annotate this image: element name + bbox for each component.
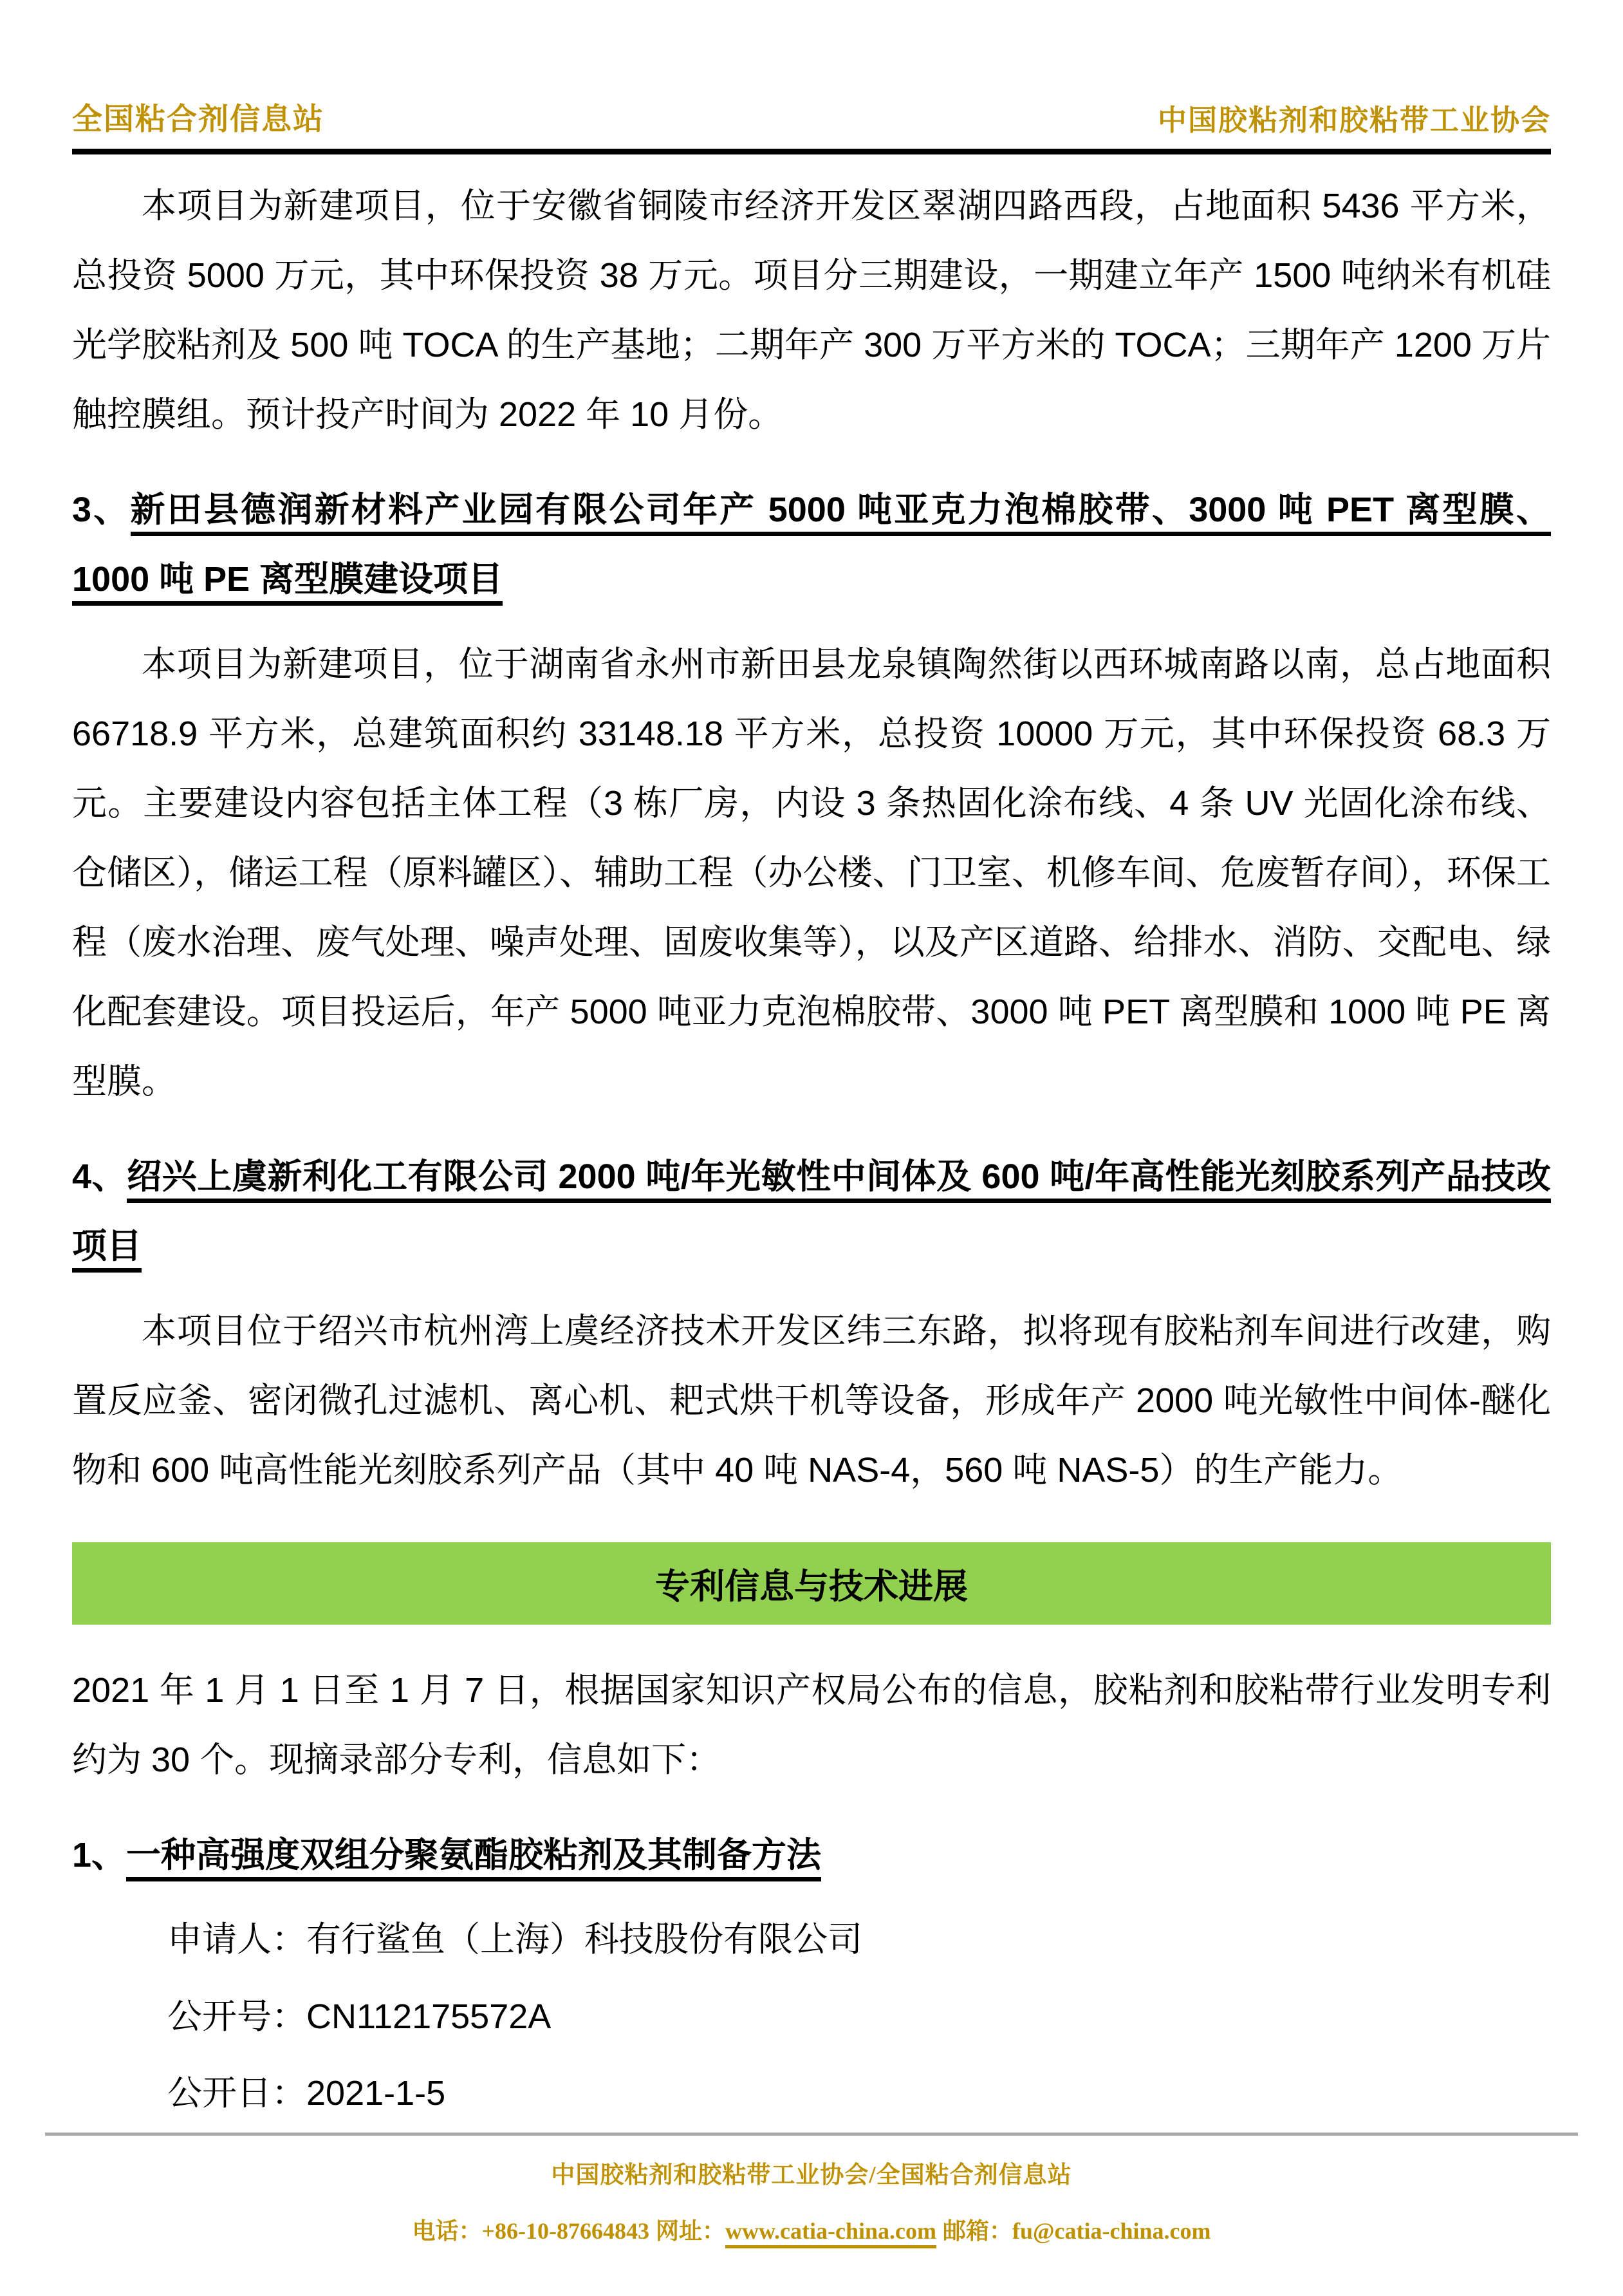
patent-section-banner xyxy=(72,1542,1551,1625)
header-site-name: 全国粘合剂信息站 xyxy=(72,102,324,136)
mail-label: 邮箱： xyxy=(943,2218,1013,2244)
mail-value: fu@catia-china.com xyxy=(1012,2218,1211,2244)
project3-heading xyxy=(72,475,1551,614)
patent1-title: 一种高强度双组分聚氨酯胶粘剂及其制备方法 xyxy=(126,1836,821,1881)
document-content xyxy=(72,171,1551,2121)
patent1-applicant-row xyxy=(72,1913,1551,1967)
project3-number: 3、 xyxy=(72,490,131,529)
footer-contact-line xyxy=(45,2213,1578,2246)
patent1-pubdate-row xyxy=(72,2067,1551,2121)
project4-paragraph: 本项目位于绍兴市杭州湾上虞经济技术开发区纬三东路，拟将现有胶粘剂车间进行改建，购置反应釜、密闭微孔过滤机、离心机、耙式烘干机等设备，形成年产 2000 吨光敏性中间体-醚化物和 600 吨高性能光刻胶系列产品（其中 40 吨 NAS-4，560 吨 NAS-5）的生产能力。 xyxy=(72,1312,1551,1489)
project4-number: 4、 xyxy=(72,1157,127,1196)
patent1-details xyxy=(72,1913,1551,2121)
phone-label: 电话： xyxy=(412,2218,482,2244)
project2-paragraph: 本项目为新建项目，位于安徽省铜陵市经济开发区翠湖四路西段，占地面积 5436 平方米，总投资 5000 万元，其中环保投资 38 万元。项目分三期建设，一期建立年产 1500 吨纳米有机硅光学胶粘剂及 500 吨 TOCA 的生产基地；二期年产 300 万平方米的 TOCA；三期年产 1200 万片触控膜组。预计投产时间为 2022 年 10 月份。 xyxy=(72,187,1551,434)
applicant-label: 申请人： xyxy=(167,1920,306,1959)
patent1-number: 1、 xyxy=(72,1836,127,1874)
footer-org-line: 中国胶粘剂和胶粘带工业协会/全国粘合剂信息站 xyxy=(551,2162,1072,2189)
phone-value: +86-10-87664843 xyxy=(481,2218,650,2244)
project3-paragraph: 本项目为新建项目，位于湖南省永州市新田县龙泉镇陶然街以西环城南路以南，总占地面积 66718.9 平方米，总建筑面积约 33148.18 平方米，总投资 10000 万元，其中环保投资 68.3 万元。主要建设内容包括主体工程（3 栋厂房，内设 3 条热固化涂布线、4 条 UV 光固化涂布线、仓储区），储运工程（原料罐区）、辅助工程（办公楼、门卫室、机修车间、危废暂存间），环保工程（废水治理、废气处理、噪声处理、固废收集等），以及产区道路、给排水、消防、交配电、绿化配套建设。项目投运后，年产 5000 吨亚力克泡棉胶带、3000 吨 PET 离型膜和 1000 吨 PE 离型膜。 xyxy=(72,645,1551,1101)
header-association-name: 中国胶粘剂和胶粘带工业协会 xyxy=(1157,104,1551,136)
patent1-heading xyxy=(72,1820,1551,1890)
page-header xyxy=(72,95,1551,154)
pubdate-label: 公开日： xyxy=(167,2074,306,2113)
page-footer xyxy=(45,2133,1578,2246)
project4-title: 绍兴上虞新利化工有限公司 2000 吨/年光敏性中间体及 600 吨/年高性能光刻胶系列产品技改项目 xyxy=(72,1157,1551,1273)
patent-intro-paragraph: 2021 年 1 月 1 日至 1 月 7 日，根据国家知识产权局公布的信息，胶粘剂和胶粘带行业发明专利约为 30 个。现摘录部分专利，信息如下： xyxy=(72,1671,1551,1779)
web-label: 网址： xyxy=(656,2218,726,2244)
pubno-label: 公开号： xyxy=(167,1997,306,2036)
project3-title: 新田县德润新材料产业园有限公司年产 5000 吨亚克力泡棉胶带、3000 吨 PET 离型膜、1000 吨 PE 离型膜建设项目 xyxy=(72,490,1551,606)
applicant-value: 有行鲨鱼（上海）科技股份有限公司 xyxy=(306,1920,862,1959)
patent-section-title: 专利信息与技术进展 xyxy=(655,1567,968,1606)
website-link[interactable]: www.catia-china.com xyxy=(725,2218,936,2248)
pubno-value: CN112175572A xyxy=(306,1997,552,2036)
project4-heading xyxy=(72,1142,1551,1281)
pubdate-value: 2021-1-5 xyxy=(306,2074,446,2113)
patent1-pubno-row xyxy=(72,1990,1551,2044)
